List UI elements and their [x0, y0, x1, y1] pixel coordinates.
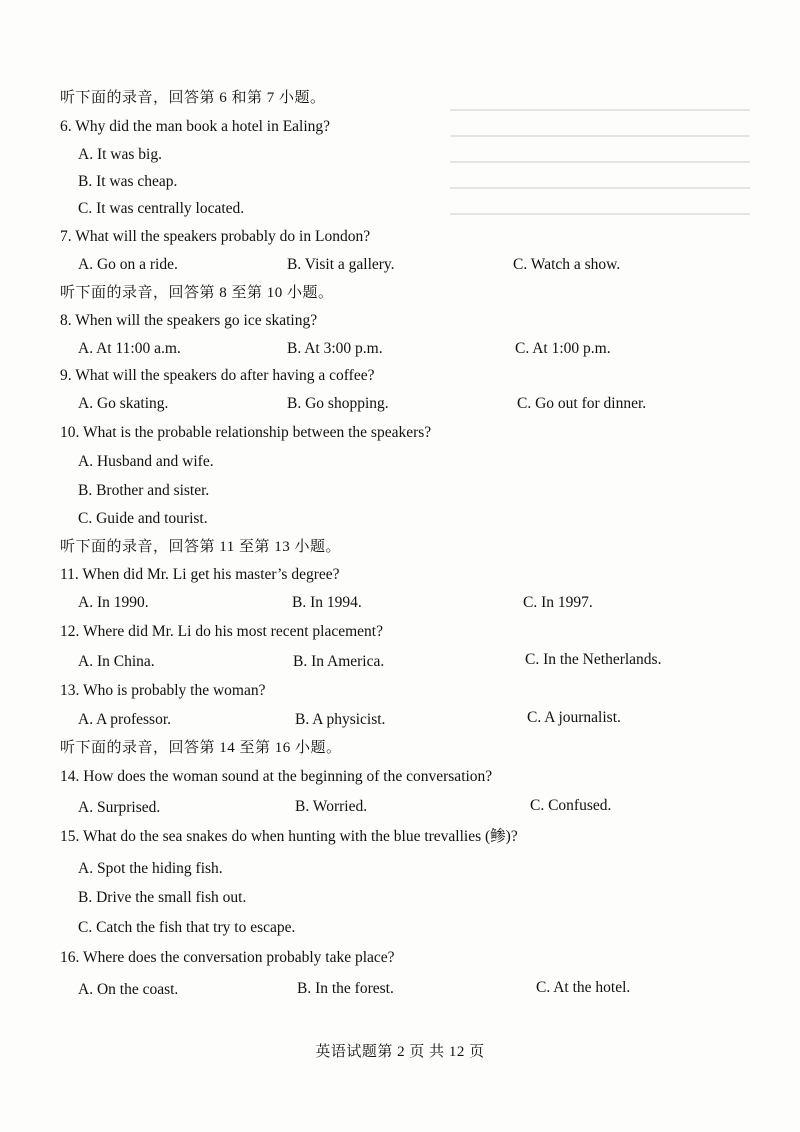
option-c: C. At the hotel. — [536, 979, 631, 996]
option-c: C. A journalist. — [527, 709, 621, 726]
option-a: A. A professor. — [78, 711, 171, 728]
option-a: A. In 1990. — [78, 594, 149, 611]
question-text: 6. Why did the man book a hotel in Ealing? — [60, 118, 331, 135]
question-text: 15. What do the sea snakes do when hunting with the blue trevallies (鲹)? — [60, 828, 518, 845]
section-heading: 听下面的录音，回答第 14 至第 16 小题。 — [60, 740, 342, 756]
question-text: 10. What is the probable relationship between the speakers? — [60, 424, 432, 441]
option-a: A. In China. — [78, 653, 155, 670]
question-text: 8. When will the speakers go ice skating? — [60, 312, 318, 329]
option-a: A. Husband and wife. — [78, 453, 214, 470]
option-b: B. Visit a gallery. — [287, 256, 395, 273]
option-b: B. In the forest. — [297, 980, 394, 997]
option-c: C. Confused. — [530, 797, 612, 814]
question-text: 14. How does the woman sound at the beginning of the conversation? — [60, 768, 493, 785]
section-heading: 听下面的录音，回答第 11 至第 13 小题。 — [60, 539, 341, 555]
question-text: 13. Who is probably the woman? — [60, 682, 266, 699]
option-a: A. Spot the hiding fish. — [78, 860, 223, 877]
question-text: 12. Where did Mr. Li do his most recent placement? — [60, 623, 383, 640]
option-c: C. Catch the fish that try to escape. — [78, 919, 296, 936]
option-b: B. In 1994. — [292, 594, 362, 611]
option-c: C. At 1:00 p.m. — [515, 340, 611, 357]
option-b: B. Go shopping. — [287, 395, 389, 412]
section-heading: 听下面的录音，回答第 6 和第 7 小题。 — [60, 90, 326, 106]
option-a: A. At 11:00 a.m. — [78, 340, 181, 357]
option-b: B. At 3:00 p.m. — [287, 340, 383, 357]
question-text: 11. When did Mr. Li get his master’s degree? — [60, 566, 340, 583]
option-c: C. Watch a show. — [513, 256, 621, 273]
question-text: 9. What will the speakers do after having a coffee? — [60, 367, 375, 384]
page-footer: 英语试题第 2 页 共 12 页 — [315, 1044, 485, 1060]
option-a: A. Go skating. — [78, 395, 169, 412]
option-c: C. It was centrally located. — [78, 200, 245, 217]
option-c: C. Guide and tourist. — [78, 510, 208, 527]
option-c: C. Go out for dinner. — [517, 395, 647, 412]
option-c: C. In 1997. — [523, 594, 593, 611]
option-b: B. In America. — [293, 653, 385, 670]
option-a: A. Go on a ride. — [78, 256, 178, 273]
option-a: A. Surprised. — [78, 799, 161, 816]
option-b: B. A physicist. — [295, 711, 386, 728]
option-b: B. Worried. — [295, 798, 368, 815]
bleed-through-marks — [450, 85, 750, 225]
option-b: B. Drive the small fish out. — [78, 889, 247, 906]
option-a: A. It was big. — [78, 146, 162, 163]
option-b: B. Brother and sister. — [78, 482, 210, 499]
option-a: A. On the coast. — [78, 981, 179, 998]
option-c: C. In the Netherlands. — [525, 651, 662, 668]
section-heading: 听下面的录音，回答第 8 至第 10 小题。 — [60, 285, 334, 301]
question-text: 7. What will the speakers probably do in London? — [60, 228, 371, 245]
question-text: 16. Where does the conversation probably take place? — [60, 949, 395, 966]
option-b: B. It was cheap. — [78, 173, 178, 190]
